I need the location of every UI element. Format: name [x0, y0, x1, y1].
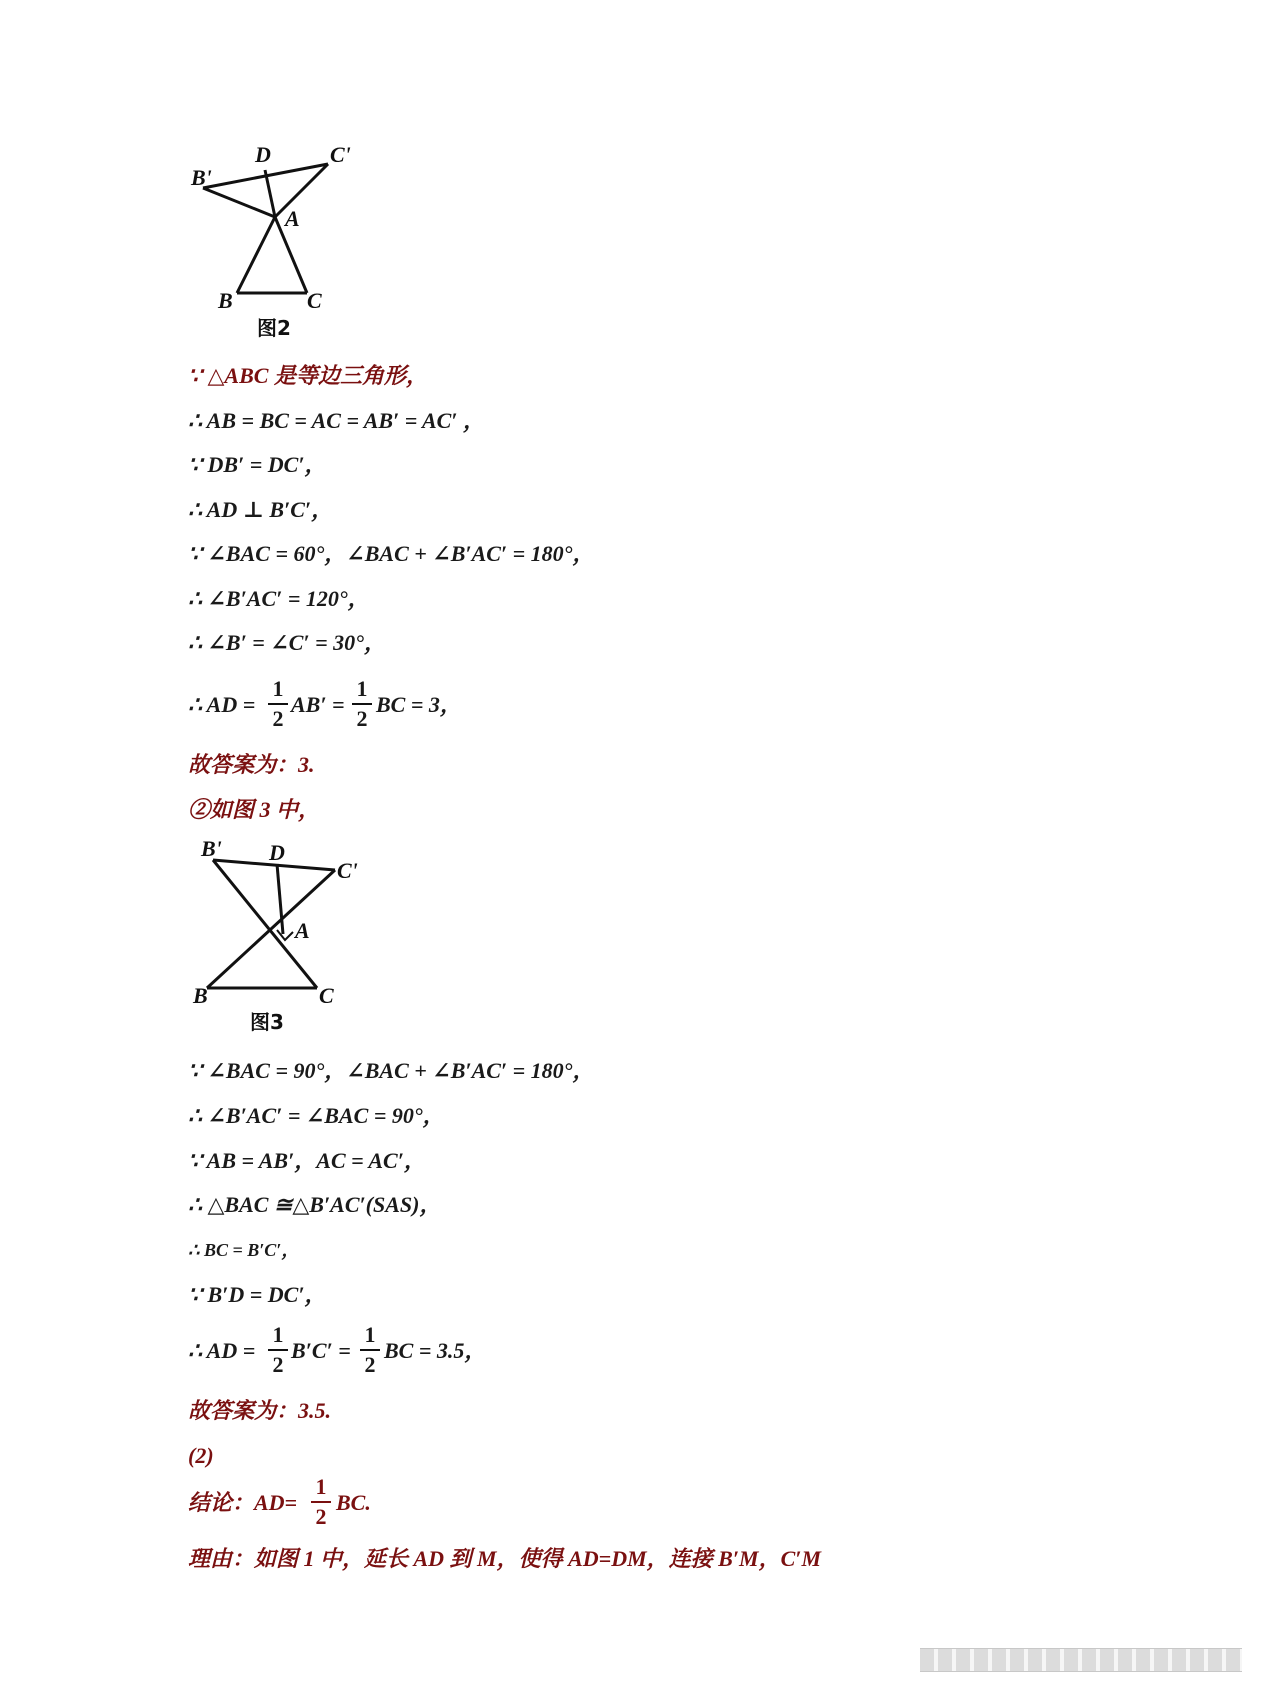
point-b-prime-label: B': [191, 165, 212, 190]
fraction-line-2-mid: B′C′ =: [291, 1338, 351, 1363]
solution-line-1: ∵ △ABC 是等边三角形，: [188, 363, 428, 388]
solution-line-2: ∴ AB = BC = AC = AB′ = AC′ ，: [188, 408, 485, 433]
solution-line-3: ∵ DB′ = DC′，: [188, 452, 327, 477]
fraction-1-numerator: 1: [272, 676, 284, 701]
solution2-line-1: ∵ ∠BAC = 90°，∠BAC + ∠B′AC′ = 180°，: [188, 1058, 595, 1083]
point-c-label-3: C: [319, 983, 334, 1008]
fraction-1b-denominator: 2: [356, 706, 368, 731]
point-c-prime-label-3: C': [337, 858, 358, 883]
fraction-line-1-end: BC = 3，: [376, 692, 462, 717]
answer-2: 故答案为：3.5.: [188, 1398, 332, 1423]
conclusion-prefix: 结论：AD=: [188, 1490, 298, 1515]
point-a-label: A: [285, 206, 300, 231]
scroll-indicator: [920, 1648, 1242, 1672]
fraction-1-bar: [268, 703, 288, 705]
solution2-line-6: ∵ B′D = DC′，: [188, 1282, 327, 1307]
conclusion-numerator: 1: [315, 1474, 327, 1499]
fraction-2b-numerator: 1: [364, 1322, 376, 1347]
point-b-prime-label-3: B': [201, 838, 222, 861]
conclusion-denominator: 2: [315, 1504, 327, 1529]
point-a-label-3: A: [295, 918, 310, 943]
fraction-line-2-prefix: ∴ AD =: [188, 1338, 256, 1363]
point-d-label: D: [255, 142, 271, 167]
solution-line-4: ∴ AD ⊥ B′C′，: [188, 497, 334, 522]
fraction-line-1-mid: AB′ =: [291, 692, 345, 717]
solution2-line-3: ∵ AB = AB′，AC = AC′，: [188, 1148, 426, 1173]
conclusion-suffix: BC.: [336, 1490, 371, 1515]
fraction-1b-numerator: 1: [356, 676, 368, 701]
fraction-2b-bar: [360, 1349, 380, 1351]
figure-2-caption: 图2: [257, 316, 291, 340]
solution2-line-5: ∴ BC = B′C′，: [188, 1240, 300, 1260]
fraction-line-2-end: BC = 3.5，: [384, 1338, 487, 1363]
solution-line-5: ∵ ∠BAC = 60°，∠BAC + ∠B′AC′ = 180°，: [188, 541, 595, 566]
reason-line: 理由：如图 1 中，延长 AD 到 M，使得 AD=DM，连接 B′M，C′M: [188, 1546, 822, 1571]
conclusion-bar: [311, 1501, 331, 1503]
fraction-1-denominator: 2: [272, 706, 284, 731]
solution-line-7: ∴ ∠B′ = ∠C′ = 30°，: [188, 630, 386, 655]
figure-3: [185, 838, 375, 1038]
fraction-1b-bar: [352, 703, 372, 705]
point-c-label: C: [307, 288, 322, 310]
figure-3-diagram: [185, 838, 375, 1008]
fraction-2b-denominator: 2: [364, 1352, 376, 1377]
fraction-2-denominator: 2: [272, 1352, 284, 1377]
point-d-label-3: D: [269, 840, 285, 865]
part-2-label: (2): [188, 1443, 214, 1468]
point-b-label: B: [218, 288, 233, 310]
point-c-prime-label: C': [330, 142, 351, 167]
figure-2: [185, 140, 375, 340]
fraction-2-numerator: 1: [272, 1322, 284, 1347]
point-b-label-3: B: [193, 983, 208, 1008]
solution-line-6: ∴ ∠B′AC′ = 120°，: [188, 586, 370, 611]
fraction-2-bar: [268, 1349, 288, 1351]
answer-1: 故答案为：3.: [188, 752, 315, 777]
fraction-line-1-prefix: ∴ AD =: [188, 692, 256, 717]
case-2-heading: ②如图 3 中，: [188, 797, 321, 822]
solution2-line-2: ∴ ∠B′AC′ = ∠BAC = 90°，: [188, 1103, 445, 1128]
figure-2-diagram: [185, 140, 375, 310]
solution2-line-4: ∴ △BAC ≅△B′AC′(SAS)，: [188, 1192, 442, 1217]
figure-3-caption: 图3: [250, 1010, 284, 1034]
